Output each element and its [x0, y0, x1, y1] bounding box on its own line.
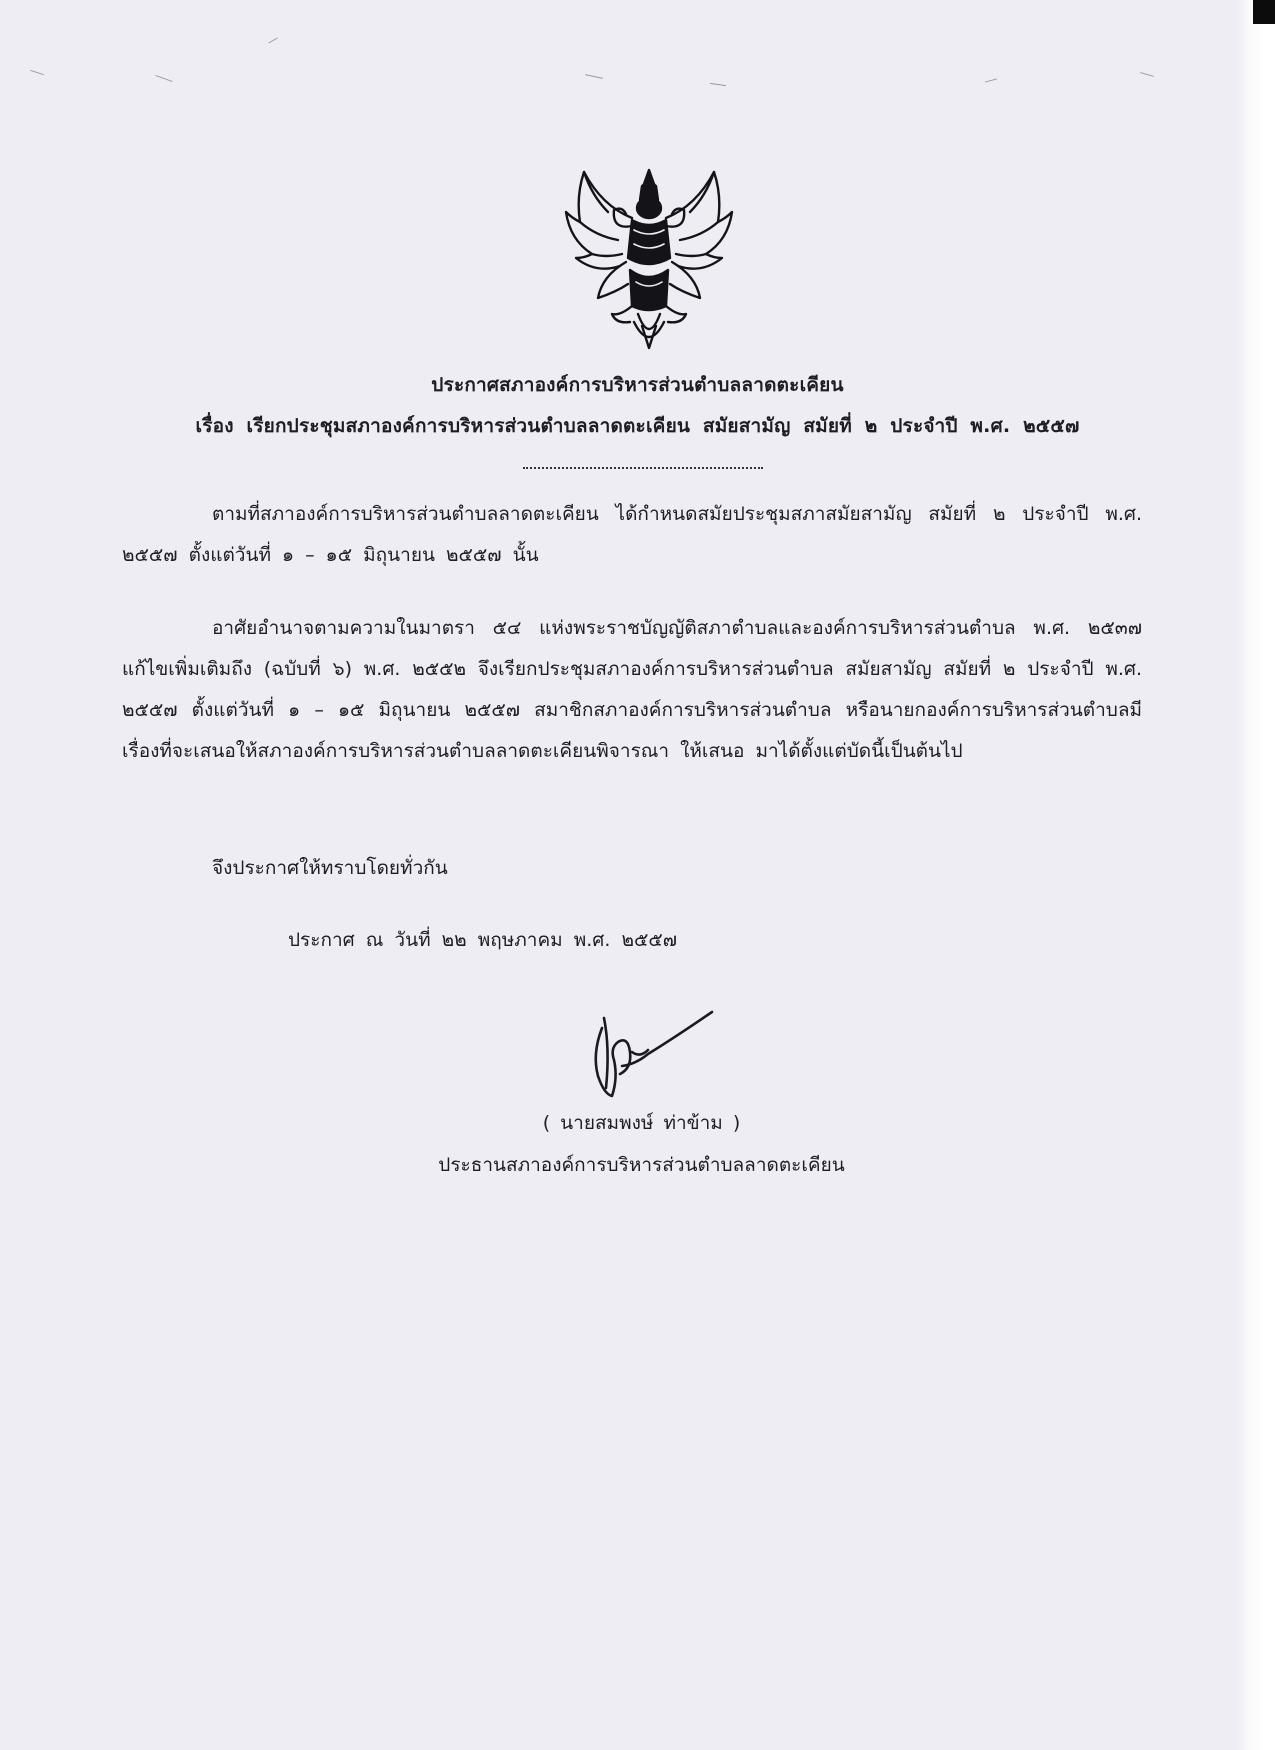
garuda-emblem-icon [562, 166, 737, 352]
scan-speck [155, 75, 172, 82]
scan-speck [30, 70, 44, 75]
scan-speck [710, 83, 726, 86]
scan-speck [585, 74, 603, 79]
title-separator [523, 467, 763, 469]
scan-speck [1140, 72, 1154, 77]
scan-edge [1237, 0, 1275, 1750]
body-paragraph-2: อาศัยอำนาจตามความในมาตรา ๕๔ แห่งพระราชบัญญัติสภาตำบลและองค์การบริหารส่วนตำบล พ.ศ. ๒๕๓๗ แก้ไขเพิ่มเติมถึง (ฉบับที่ ๖) พ.ศ. ๒๕๕๒ จึงเรียกประชุมสภาองค์การบริหารส่วนตำบล สมัยสามัญ สมัยที่ ๒ ประจำปี พ.ศ. ๒๕๕๗ ตั้งแต่วันที่ ๑ – ๑๕ มิถุนายน ๒๕๕๗ สมาชิกสภาองค์การบริหารส่วนตำบล หรือนายกองค์การบริหารส่วนตำบลมีเรื่องที่จะเสนอให้สภาองค์การบริหารส่วนตำบลลาดตะเคียนพิจารณา ให้เสนอ มาได้ตั้งแต่บัดนี้เป็นต้นไป [122, 617, 1142, 762]
announcement-subject: เรื่อง เรียกประชุมสภาองค์การบริหารส่วนตำบลลาดตะเคียน สมัยสามัญ สมัยที่ ๒ ประจำปี พ.ศ. ๒๕๕๗ [195, 415, 1080, 437]
scan-speck [985, 78, 997, 82]
signer-position: ประธานสภาองค์การบริหารส่วนตำบลลาดตะเคียน [438, 1154, 845, 1176]
scan-corner [1253, 0, 1275, 24]
closing-statement: จึงประกาศให้ทราบโดยทั่วกัน [212, 857, 448, 879]
announcement-date: ประกาศ ณ วันที่ ๒๒ พฤษภาคม พ.ศ. ๒๕๕๗ [288, 929, 678, 951]
signer-name: ( นายสมพงษ์ ท่าข้าม ) [542, 1112, 741, 1134]
announcement-title: ประกาศสภาองค์การบริหารส่วนตำบลลาดตะเคียน [431, 374, 844, 396]
scan-speck [268, 38, 277, 44]
handwritten-signature-icon [588, 1008, 718, 1103]
body-paragraph-1: ตามที่สภาองค์การบริหารส่วนตำบลลาดตะเคียน ได้กำหนดสมัยประชุมสภาสมัยสามัญ สมัยที่ ๒ ประจำปี พ.ศ. ๒๕๕๗ ตั้งแต่วันที่ ๑ – ๑๕ มิถุนายน ๒๕๕๗ นั้น [122, 503, 1142, 566]
